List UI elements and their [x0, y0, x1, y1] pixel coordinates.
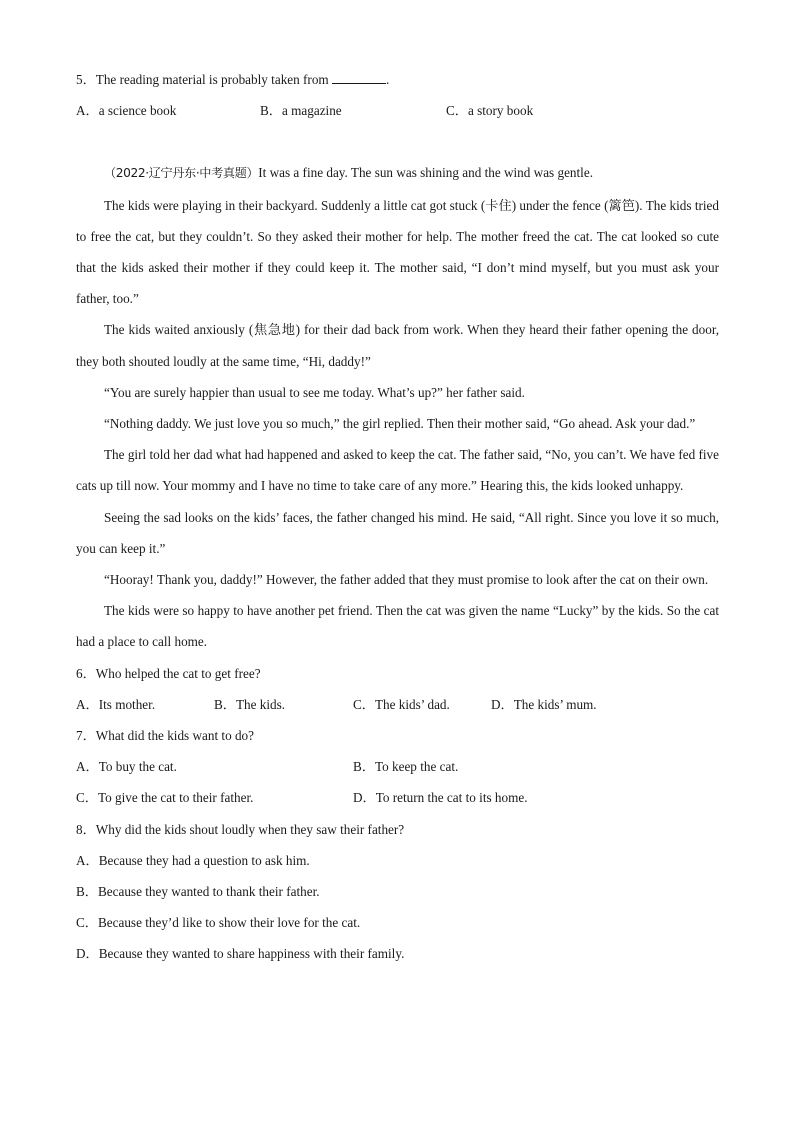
question-6-stem: 6．Who helped the cat to get free? — [76, 665, 261, 681]
section-gap — [76, 126, 719, 157]
question-5-options — [76, 95, 719, 126]
question-8-option-b: B．Because they wanted to thank their father. — [76, 884, 320, 900]
question-7-options-row-2 — [76, 782, 719, 813]
question-5-stem-end: . — [385, 72, 390, 87]
passage-first-line: It was a fine day. The sun was shining and the wind was gentle. — [258, 165, 593, 181]
question-5-option-b: B．a magazine — [260, 103, 342, 119]
question-7-options-row-1 — [76, 751, 719, 782]
question-5-option-c: C．a story book — [446, 103, 534, 119]
passage-paragraph: The kids waited anxiously (焦急地) for their dad back from work. When they heard their father opening the door, they both shouted loudly at the same time, “Hi, daddy!” — [76, 322, 719, 369]
question-5-stem-text: 5．The reading material is probably taken from — [76, 72, 332, 87]
question-7-stem: 7．What did the kids want to do? — [76, 728, 254, 744]
passage-paragraph: The kids were so happy to have another pet friend. Then the cat was given the name “Lucky” by the kids. So the cat had a place to call home. — [76, 603, 719, 650]
question-8-option-c: C．Because they’d like to show their love for the cat. — [76, 915, 361, 931]
question-7-option-c: C．To give the cat to their father. — [76, 790, 254, 806]
passage-paragraph: The girl told her dad what had happened and asked to keep the cat. The father said, “No, you can’t. We have fed five cats up till now. Your mommy and I have no time to take care of any more.” Hearing this, the kids looked unhappy. — [76, 447, 719, 494]
passage-paragraph: The kids were playing in their backyard. Suddenly a little cat got stuck (卡住) under the fence (篱笆). The kids tried to free the cat, but they couldn’t. So they asked their mother for help. The mother freed the cat. The cat looked so cute that the kids asked their mother if they could keep it. The mother said, “I don’t mind myself, but you must ask your father, too.” — [76, 197, 719, 307]
question-5-stem — [76, 64, 719, 95]
question-8-option-a: A．Because they had a question to ask him. — [76, 852, 310, 868]
passage-source: （2022·辽宁丹东·中考真题） — [104, 166, 259, 181]
question-5-option-a: A．a science book — [76, 103, 177, 119]
answer-blank — [332, 71, 386, 84]
question-7-option-d: D．To return the cat to its home. — [353, 790, 528, 806]
question-6-option-c: C．The kids’ dad. — [353, 696, 450, 712]
question-8-option-d: D．Because they wanted to share happiness with their family. — [76, 946, 405, 962]
question-7-option-a: A．To buy the cat. — [76, 759, 177, 775]
passage-paragraph: “Nothing daddy. We just love you so much,” the girl replied. Then their mother said, “Go ahead. Ask your dad.” — [104, 416, 696, 432]
passage-paragraph: “Hooray! Thank you, daddy!” However, the father added that they must promise to look after the cat on their own. — [104, 572, 709, 588]
passage-paragraph: “You are surely happier than usual to see me today. What’s up?” her father said. — [104, 384, 525, 400]
question-8-stem: 8．Why did the kids shout loudly when they saw their father? — [76, 821, 405, 837]
question-6-option-d: D．The kids’ mum. — [491, 696, 597, 712]
exam-page — [76, 64, 719, 970]
question-7-option-b: B．To keep the cat. — [353, 759, 459, 775]
question-6-option-b: B．The kids. — [214, 696, 286, 712]
passage-paragraph: Seeing the sad looks on the kids’ faces, the father changed his mind. He said, “All right. Since you love it so much, you can keep it.” — [76, 509, 719, 556]
passage-intro — [76, 157, 719, 189]
question-6-option-a: A．Its mother. — [76, 696, 156, 712]
question-6-options — [76, 689, 719, 720]
